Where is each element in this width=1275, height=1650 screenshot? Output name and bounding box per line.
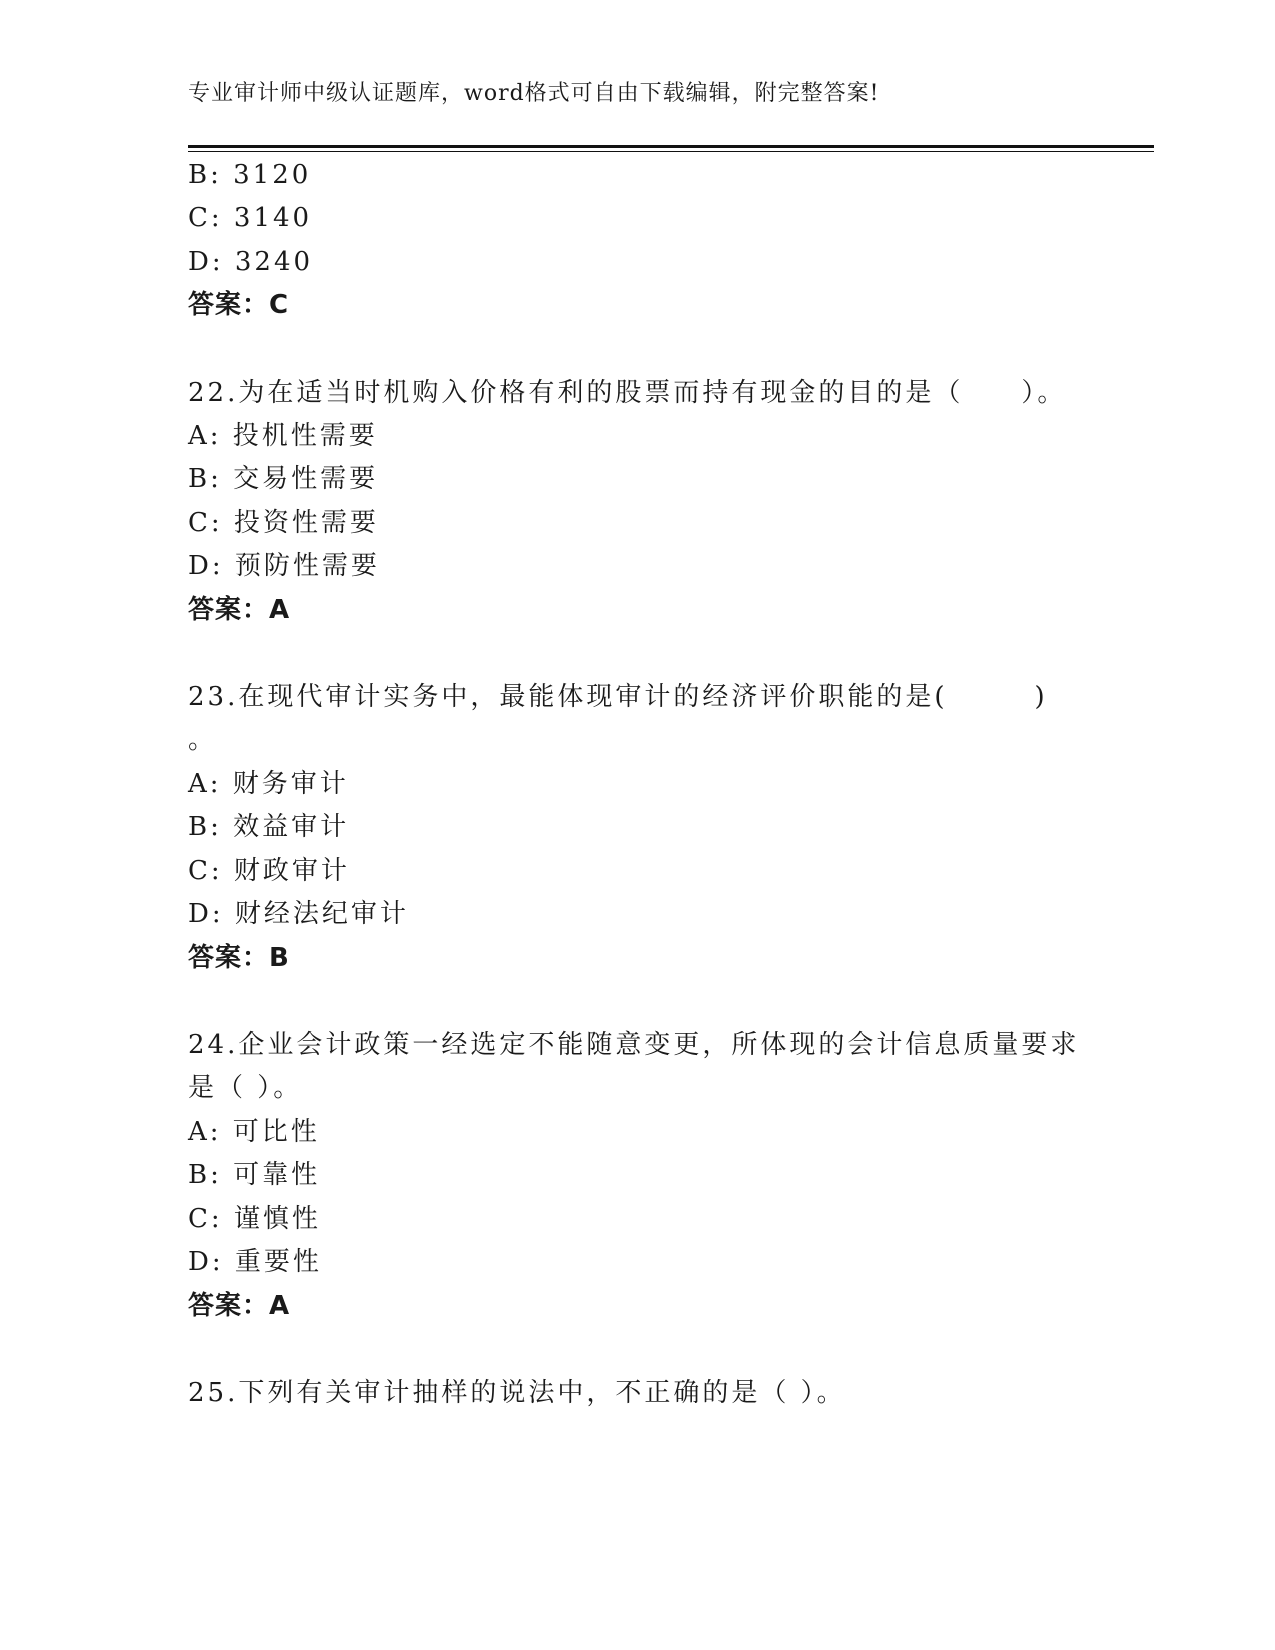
q24-answer: 答案：A <box>188 1291 291 1321</box>
q22-option-b: B: 交易性需要 <box>188 464 379 494</box>
q24-stem: 24.企业会计政策一经选定不能随意变更，所体现的会计信息质量要求 <box>188 1030 1080 1060</box>
q23-option-a: A: 财务审计 <box>188 769 349 799</box>
header-divider <box>188 145 1154 152</box>
page-header: 专业审计师中级认证题库，word格式可自由下载编辑，附完整答案! <box>188 81 880 106</box>
q24-option-d: D: 重要性 <box>188 1247 322 1277</box>
q23-stem-continuation: 。 <box>188 725 218 755</box>
q21-option-c: C: 3140 <box>188 203 313 233</box>
q25-stem: 25.下列有关审计抽样的说法中，不正确的是（ ）。 <box>188 1378 846 1408</box>
q22-option-c: C: 投资性需要 <box>188 508 379 538</box>
q23-answer: 答案：B <box>188 943 290 973</box>
q24-stem-continuation: 是（ ）。 <box>188 1073 303 1103</box>
q23-option-d: D: 财经法纪审计 <box>188 899 409 929</box>
q21-option-b: B: 3120 <box>188 160 312 190</box>
q21-answer: 答案：C <box>188 290 290 320</box>
q24-option-c: C: 谨慎性 <box>188 1204 321 1234</box>
q22-answer: 答案：A <box>188 595 291 625</box>
q24-option-b: B: 可靠性 <box>188 1160 321 1190</box>
q23-stem: 23.在现代审计实务中，最能体现审计的经济评价职能的是( ) <box>188 682 1048 712</box>
q22-option-a: A: 投机性需要 <box>188 421 378 451</box>
q21-option-d: D: 3240 <box>188 247 314 277</box>
q24-option-a: A: 可比性 <box>188 1117 320 1147</box>
q23-option-c: C: 财政审计 <box>188 856 350 886</box>
q22-stem: 22.为在适当时机购入价格有利的股票而持有现金的目的是（ ）。 <box>188 378 1067 408</box>
q23-option-b: B: 效益审计 <box>188 812 350 842</box>
q22-option-d: D: 预防性需要 <box>188 551 380 581</box>
